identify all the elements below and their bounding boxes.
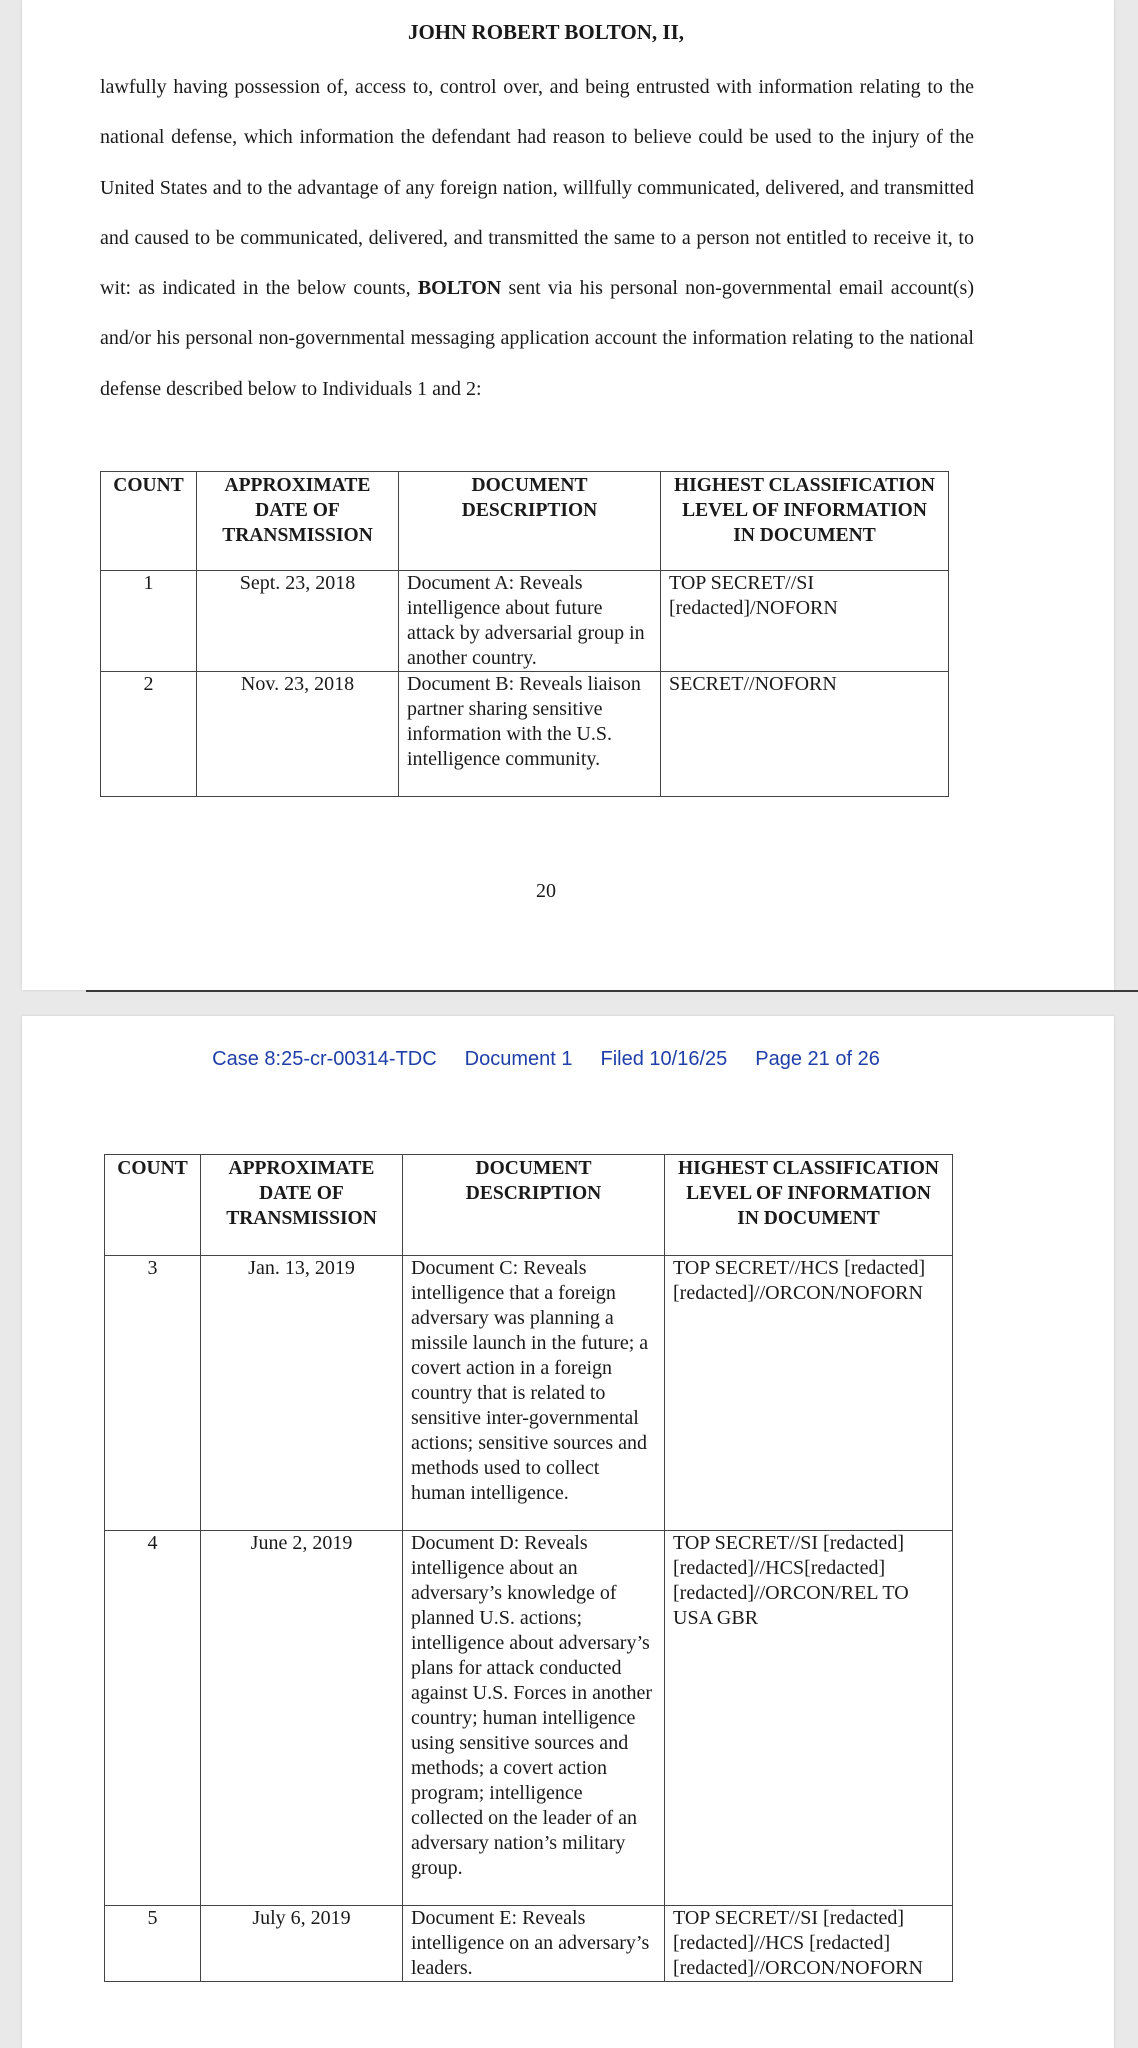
counts-table-1 bbox=[100, 471, 949, 797]
classification-cell: SECRET//NOFORN bbox=[661, 672, 949, 797]
date-cell: June 2, 2019 bbox=[201, 1531, 403, 1906]
table-row bbox=[105, 1906, 953, 1982]
header-date: APPROXIMATE DATE OF TRANSMISSION bbox=[197, 472, 399, 571]
header-count: COUNT bbox=[101, 472, 197, 571]
description-cell: Document E: Reveals intelligence on an adversary’s leaders. bbox=[403, 1906, 665, 1982]
count-cell: 2 bbox=[101, 672, 197, 797]
count-cell: 3 bbox=[105, 1256, 201, 1531]
paragraph-text-start: lawfully having possession of, access to, control over, and being entrusted with information relating to the national defense, which information the defendant had reason to believe could be used to the injury of the United States and to the advantage of any foreign nation, willfully communicated, delivered, and transmitted and caused to be communicated, delivered, and transmitted the same to a person not entitled to receive it, to wit: as indicated in the below counts, bbox=[100, 76, 974, 300]
header-date: APPROXIMATE DATE OF TRANSMISSION bbox=[201, 1155, 403, 1256]
description-cell: Document D: Reveals intelligence about an adversary’s knowledge of planned U.S. actions; intelligence about adversary’s plans for attack conducted against U.S. Forces in another country; human intelligence using sensitive sources and methods; a covert action program; intelligence collected on the leader of an adversary nation’s military group. bbox=[403, 1531, 665, 1906]
classification-cell: TOP SECRET//SI [redacted] [redacted]//HCS [redacted] [redacted]//ORCON/NOFORN bbox=[665, 1906, 953, 1982]
document-number: Document 1 bbox=[464, 1048, 573, 1070]
page-number: 20 bbox=[536, 880, 556, 902]
count-cell: 4 bbox=[105, 1531, 201, 1906]
header-classification: HIGHEST CLASSIFICATION LEVEL OF INFORMATION IN DOCUMENT bbox=[665, 1155, 953, 1256]
description-cell: Document C: Reveals intelligence that a foreign adversary was planning a missile launch in the future; a covert action in a foreign country that is related to sensitive inter-governmental actions; sensitive sources and methods used to collect human intelligence. bbox=[403, 1256, 665, 1531]
case-header bbox=[0, 1048, 1092, 1071]
classification-cell: TOP SECRET//HCS [redacted] [redacted]//ORCON/NOFORN bbox=[665, 1256, 953, 1531]
classification-cell: TOP SECRET//SI [redacted]/NOFORN bbox=[661, 571, 949, 672]
page-of-total: Page 21 of 26 bbox=[755, 1048, 880, 1070]
table-row bbox=[101, 571, 949, 672]
count-cell: 5 bbox=[105, 1906, 201, 1982]
date-cell: Jan. 13, 2019 bbox=[201, 1256, 403, 1531]
date-cell: Nov. 23, 2018 bbox=[197, 672, 399, 797]
header-description: DOCUMENT DESCRIPTION bbox=[403, 1155, 665, 1256]
date-cell: July 6, 2019 bbox=[201, 1906, 403, 1982]
table-row bbox=[101, 672, 949, 797]
paragraph-text-end: sent via his personal non-governmental email account(s) and/or his personal non-governmental messaging application account the information relating to the national defense described below to Individuals 1 and 2: bbox=[100, 277, 974, 400]
date-cell: Sept. 23, 2018 bbox=[197, 571, 399, 672]
case-number: Case 8:25-cr-00314-TDC bbox=[212, 1048, 437, 1070]
table-row bbox=[105, 1531, 953, 1906]
description-cell: Document A: Reveals intelligence about future attack by adversarial group in another country. bbox=[399, 571, 661, 672]
classification-cell: TOP SECRET//SI [redacted] [redacted]//HCS[redacted] [redacted]//ORCON/REL TO USA GBR bbox=[665, 1531, 953, 1906]
counts-table-2 bbox=[104, 1154, 953, 1982]
defendant-name-heading: JOHN ROBERT BOLTON, II, bbox=[407, 20, 685, 44]
defendant-surname: BOLTON bbox=[417, 277, 502, 300]
table-row bbox=[105, 1256, 953, 1531]
header-description: DOCUMENT DESCRIPTION bbox=[399, 472, 661, 571]
header-classification: HIGHEST CLASSIFICATION LEVEL OF INFORMATION IN DOCUMENT bbox=[661, 472, 949, 571]
table-header-row bbox=[101, 472, 949, 571]
filed-date: Filed 10/16/25 bbox=[600, 1048, 728, 1070]
indictment-paragraph bbox=[100, 62, 974, 414]
page-divider bbox=[86, 990, 1138, 992]
table-header-row bbox=[105, 1155, 953, 1256]
description-cell: Document B: Reveals liaison partner sharing sensitive information with the U.S. intelligence community. bbox=[399, 672, 661, 797]
count-cell: 1 bbox=[101, 571, 197, 672]
header-count: COUNT bbox=[105, 1155, 201, 1256]
